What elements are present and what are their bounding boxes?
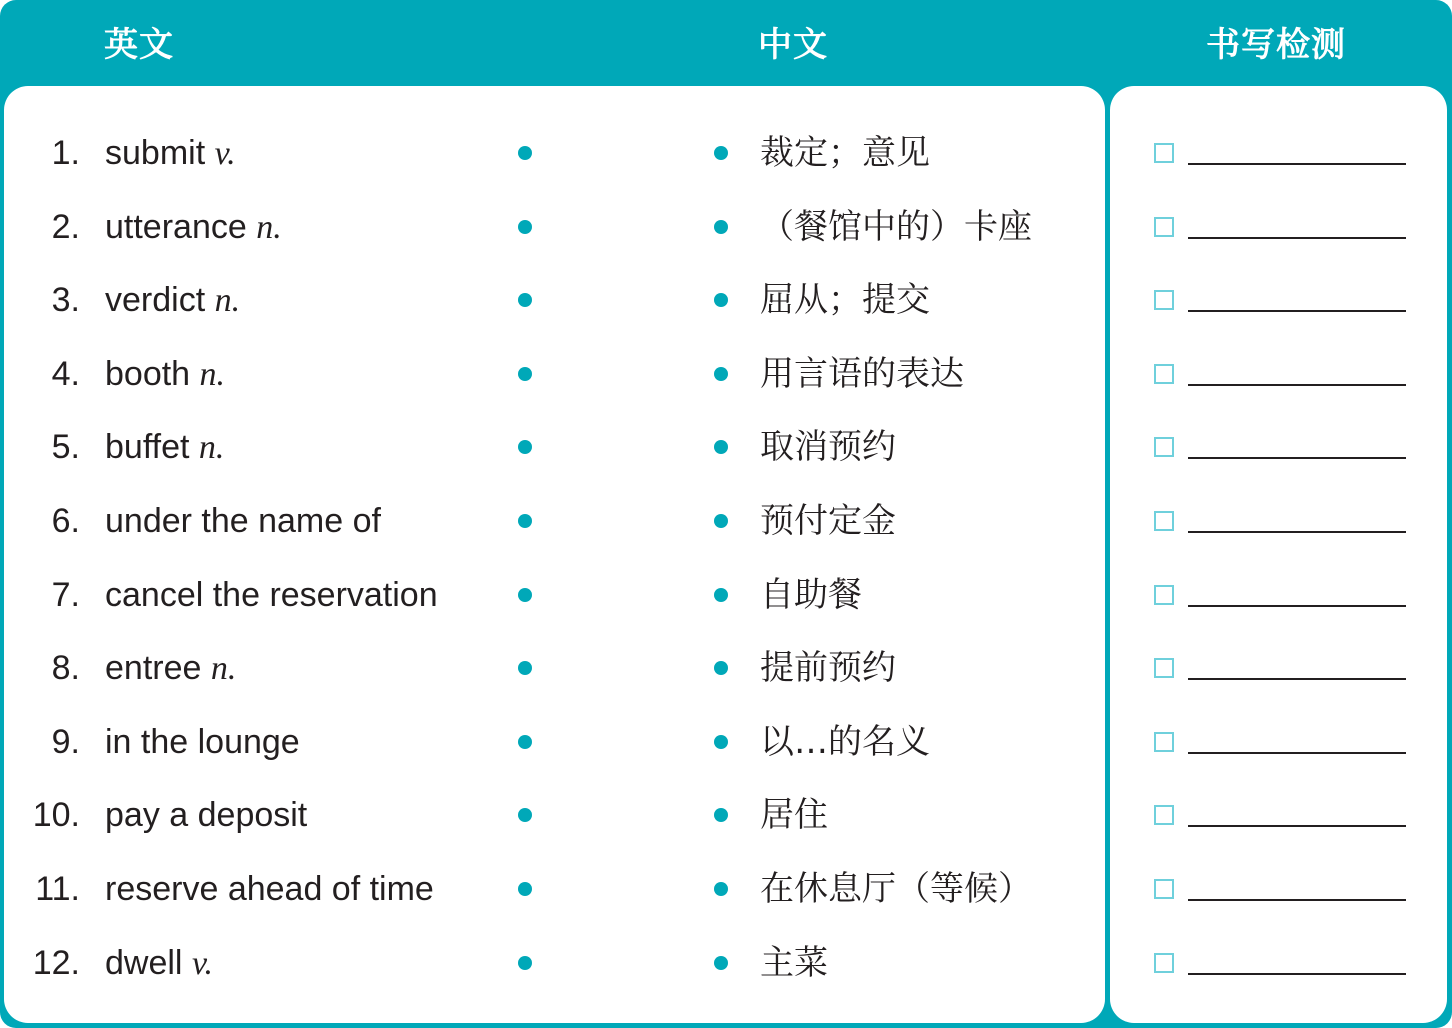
checkbox[interactable] bbox=[1154, 290, 1174, 310]
writing-line[interactable] bbox=[1188, 457, 1406, 459]
vocab-row bbox=[0, 344, 1452, 404]
english-term bbox=[105, 491, 381, 551]
match-dot-left[interactable] bbox=[518, 220, 532, 234]
item-number: 7. bbox=[51, 575, 80, 614]
vocab-row bbox=[0, 933, 1452, 993]
vocab-row bbox=[0, 491, 1452, 551]
chinese-meaning: 自助餐 bbox=[760, 574, 862, 615]
term-text: entree bbox=[105, 649, 202, 688]
chinese-meaning: （餐馆中的）卡座 bbox=[760, 206, 1032, 247]
vocab-row bbox=[0, 785, 1452, 845]
term-text: dwell bbox=[105, 943, 183, 982]
part-of-speech: v. bbox=[191, 944, 214, 982]
match-dot-right[interactable] bbox=[714, 808, 728, 822]
english-term bbox=[105, 785, 307, 845]
writing-line[interactable] bbox=[1188, 825, 1406, 827]
part-of-speech: n. bbox=[210, 650, 237, 688]
checkbox[interactable] bbox=[1154, 805, 1174, 825]
part-of-speech: n. bbox=[256, 208, 282, 246]
checkbox[interactable] bbox=[1154, 217, 1174, 237]
item-number: 4. bbox=[51, 354, 80, 393]
writing-line[interactable] bbox=[1188, 310, 1406, 312]
chinese-meaning: 预付定金 bbox=[760, 501, 896, 541]
chinese-meaning: 屈从；提交 bbox=[760, 280, 930, 321]
english-term bbox=[105, 197, 282, 257]
term-text: utterance bbox=[105, 207, 247, 246]
checkbox[interactable] bbox=[1154, 511, 1174, 531]
match-dot-right[interactable] bbox=[714, 661, 728, 675]
checkbox[interactable] bbox=[1154, 143, 1174, 163]
checkbox[interactable] bbox=[1154, 732, 1174, 752]
vocab-row bbox=[0, 417, 1452, 477]
match-dot-left[interactable] bbox=[518, 514, 532, 528]
match-dot-left[interactable] bbox=[518, 735, 532, 749]
english-term bbox=[105, 638, 236, 698]
item-number: 8. bbox=[51, 649, 80, 688]
chinese-meaning: 以…的名义 bbox=[760, 721, 930, 762]
match-dot-right[interactable] bbox=[714, 588, 728, 602]
english-term bbox=[105, 344, 225, 404]
chinese-meaning: 用言语的表达 bbox=[760, 353, 964, 394]
match-dot-left[interactable] bbox=[518, 661, 532, 675]
writing-line[interactable] bbox=[1188, 678, 1406, 680]
match-dot-left[interactable] bbox=[518, 808, 532, 822]
part-of-speech: n. bbox=[214, 282, 241, 320]
writing-line[interactable] bbox=[1188, 531, 1406, 533]
checkbox[interactable] bbox=[1154, 879, 1174, 899]
match-dot-left[interactable] bbox=[518, 440, 532, 454]
vocab-row bbox=[0, 565, 1452, 625]
item-number: 5. bbox=[51, 428, 80, 467]
chinese-meaning: 居住 bbox=[760, 795, 828, 836]
term-text: buffet bbox=[105, 428, 190, 467]
match-dot-left[interactable] bbox=[518, 146, 532, 160]
english-term bbox=[105, 859, 434, 919]
match-dot-left[interactable] bbox=[518, 588, 532, 602]
item-number: 9. bbox=[51, 722, 80, 761]
english-term bbox=[105, 123, 236, 183]
term-text: under the name of bbox=[105, 502, 381, 540]
match-dot-left[interactable] bbox=[518, 882, 532, 896]
item-number: 2. bbox=[51, 207, 80, 246]
item-number: 11. bbox=[35, 870, 80, 908]
header-writing-check: 书写检测 bbox=[1206, 25, 1346, 65]
writing-line[interactable] bbox=[1188, 605, 1406, 607]
checkbox[interactable] bbox=[1154, 437, 1174, 457]
match-dot-right[interactable] bbox=[714, 146, 728, 160]
chinese-meaning: 在休息厅（等候） bbox=[760, 869, 1032, 909]
match-dot-left[interactable] bbox=[518, 367, 532, 381]
vocab-row bbox=[0, 123, 1452, 183]
match-dot-right[interactable] bbox=[714, 514, 728, 528]
item-number: 10. bbox=[32, 796, 80, 835]
item-number: 12. bbox=[32, 943, 80, 982]
english-term bbox=[105, 712, 300, 772]
match-dot-right[interactable] bbox=[714, 220, 728, 234]
chinese-meaning: 主菜 bbox=[760, 942, 828, 983]
chinese-meaning: 提前预约 bbox=[760, 648, 896, 689]
vocab-row bbox=[0, 197, 1452, 257]
match-dot-right[interactable] bbox=[714, 293, 728, 307]
match-dot-right[interactable] bbox=[714, 956, 728, 970]
match-dot-right[interactable] bbox=[714, 882, 728, 896]
item-number: 1. bbox=[51, 134, 80, 172]
item-number: 3. bbox=[51, 281, 80, 320]
writing-line[interactable] bbox=[1188, 163, 1406, 165]
english-term bbox=[105, 270, 240, 330]
match-dot-left[interactable] bbox=[518, 956, 532, 970]
header-english: 英文 bbox=[104, 25, 174, 65]
chinese-meaning: 取消预约 bbox=[760, 427, 896, 468]
term-text: pay a deposit bbox=[105, 796, 308, 835]
checkbox[interactable] bbox=[1154, 585, 1174, 605]
term-text: reserve ahead of time bbox=[105, 870, 434, 908]
checkbox[interactable] bbox=[1154, 953, 1174, 973]
writing-line[interactable] bbox=[1188, 384, 1406, 386]
match-dot-right[interactable] bbox=[714, 735, 728, 749]
english-term bbox=[105, 565, 438, 625]
checkbox[interactable] bbox=[1154, 364, 1174, 384]
vocab-row bbox=[0, 270, 1452, 330]
vocab-row bbox=[0, 712, 1452, 772]
term-text: in the lounge bbox=[105, 722, 300, 761]
term-text: booth bbox=[105, 354, 191, 393]
writing-line[interactable] bbox=[1188, 973, 1406, 975]
item-number: 6. bbox=[51, 502, 80, 540]
english-term bbox=[105, 417, 224, 477]
match-dot-right[interactable] bbox=[714, 440, 728, 454]
part-of-speech: v. bbox=[214, 135, 236, 172]
part-of-speech: n. bbox=[198, 429, 225, 467]
writing-line[interactable] bbox=[1188, 237, 1406, 239]
term-text: cancel the reservation bbox=[105, 575, 438, 614]
part-of-speech: n. bbox=[199, 355, 226, 393]
english-term bbox=[105, 933, 213, 993]
vocab-row bbox=[0, 638, 1452, 698]
header-chinese: 中文 bbox=[758, 25, 828, 65]
vocab-row bbox=[0, 859, 1452, 919]
chinese-meaning: 裁定；意见 bbox=[760, 133, 930, 173]
match-dot-right[interactable] bbox=[714, 367, 728, 381]
term-text: submit bbox=[105, 134, 206, 172]
writing-line[interactable] bbox=[1188, 752, 1406, 754]
writing-line[interactable] bbox=[1188, 899, 1406, 901]
checkbox[interactable] bbox=[1154, 658, 1174, 678]
term-text: verdict bbox=[105, 281, 206, 320]
match-dot-left[interactable] bbox=[518, 293, 532, 307]
